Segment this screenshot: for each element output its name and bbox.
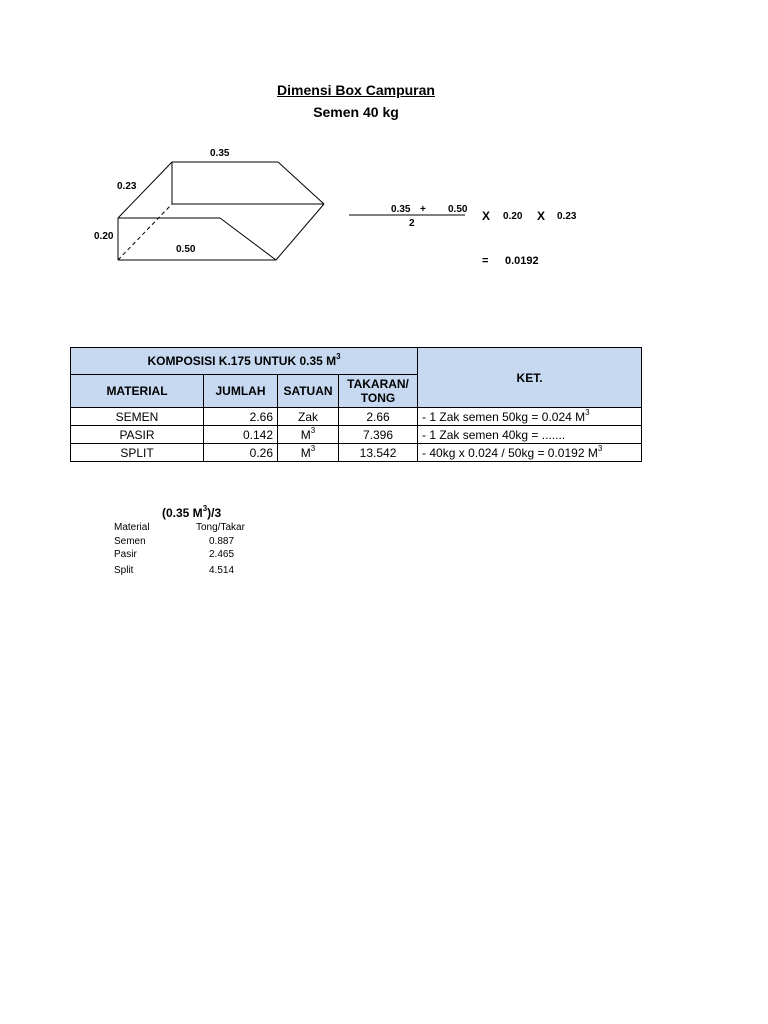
cell-material: PASIR: [71, 426, 204, 444]
ket-header: KET.: [418, 348, 642, 408]
formula-times-2: X: [537, 209, 546, 223]
formula-divisor: 2: [409, 218, 415, 229]
cell-ket: [418, 444, 642, 462]
box-edge-hidden: [118, 204, 172, 260]
formula-result: 0.0192: [505, 255, 539, 267]
summary-title-post: )/3: [207, 506, 222, 520]
formula-equals: =: [482, 255, 489, 267]
table-row: [71, 426, 642, 444]
formula-times-1: X: [482, 209, 491, 223]
formula-plus: +: [420, 204, 426, 215]
cell-satuan: [278, 444, 339, 462]
cell-satuan-sup: 3: [310, 425, 316, 435]
box-edge-front-slant: [220, 218, 276, 260]
cell-ket-text: - 40kg x 0.024 / 50kg = 0.0192 M: [422, 445, 598, 460]
box-edge-right-slant: [276, 204, 324, 260]
composition-table: [70, 347, 642, 462]
page-title-text: Dimensi Box Campuran: [277, 82, 435, 98]
summary-title-sup: 3: [202, 504, 208, 513]
cell-material: SPLIT: [71, 444, 204, 462]
cell-material: SEMEN: [71, 408, 204, 426]
summary-material: Semen: [114, 536, 146, 547]
box-edge-top-right: [278, 162, 324, 204]
summary-col-value: Tong/Takar: [196, 522, 245, 533]
cell-satuan-sup: 3: [310, 443, 316, 453]
cell-ket-text: - 1 Zak semen 40kg = .......: [422, 427, 566, 442]
formula-h: 0.20: [503, 211, 523, 222]
cell-ket-text: - 1 Zak semen 50kg = 0.024 M: [422, 409, 586, 424]
cell-satuan: [278, 408, 339, 426]
formula-b: 0.50: [448, 204, 468, 215]
table-title-text: KOMPOSISI K.175 UNTUK 0.35 M: [147, 354, 337, 368]
summary-title-pre: (0.35 M: [162, 506, 203, 520]
cell-satuan-text: Zak: [297, 409, 318, 424]
col-takaran: [339, 375, 418, 408]
cell-ket: [418, 426, 642, 444]
col-takaran-line2: TONG: [360, 391, 396, 405]
formula-w: 0.23: [557, 211, 577, 222]
col-satuan: SATUAN: [278, 375, 339, 408]
dim-depth: 0.23: [117, 181, 137, 192]
col-takaran-line1: TAKARAN/: [347, 377, 409, 391]
table-title-row: [71, 348, 642, 375]
cell-jumlah: 2.66: [204, 408, 278, 426]
table-title: [71, 348, 418, 375]
formula-a: 0.35: [391, 204, 411, 215]
cell-takaran: 7.396: [339, 426, 418, 444]
summary-value: 0.887: [209, 536, 235, 547]
col-jumlah: JUMLAH: [204, 375, 278, 408]
table-row: [71, 444, 642, 462]
cell-satuan: [278, 426, 339, 444]
page-subtitle: Semen 40 kg: [313, 104, 399, 120]
summary-title: [162, 506, 221, 520]
cell-takaran: 13.542: [339, 444, 418, 462]
table-row: [71, 408, 642, 426]
cell-takaran: 2.66: [339, 408, 418, 426]
dim-bottom-length: 0.50: [176, 244, 196, 255]
summary-value: 4.514: [209, 565, 235, 576]
summary-value: 2.465: [209, 549, 235, 560]
dim-height: 0.20: [94, 231, 114, 242]
col-material: MATERIAL: [71, 375, 204, 408]
cell-ket-sup: 3: [585, 407, 590, 417]
cell-ket: [418, 408, 642, 426]
summary-col-material: Material: [114, 522, 150, 533]
summary-material: Pasir: [114, 549, 137, 560]
dim-top-length: 0.35: [210, 148, 230, 159]
cell-ket-sup: 3: [597, 443, 603, 453]
cell-jumlah: 0.142: [204, 426, 278, 444]
cell-satuan-text: M: [300, 445, 311, 460]
cell-jumlah: 0.26: [204, 444, 278, 462]
cell-satuan-text: M: [300, 427, 311, 442]
box-diagram: [0, 0, 768, 300]
summary-material: Split: [114, 565, 134, 576]
table-title-sup: 3: [336, 352, 341, 361]
